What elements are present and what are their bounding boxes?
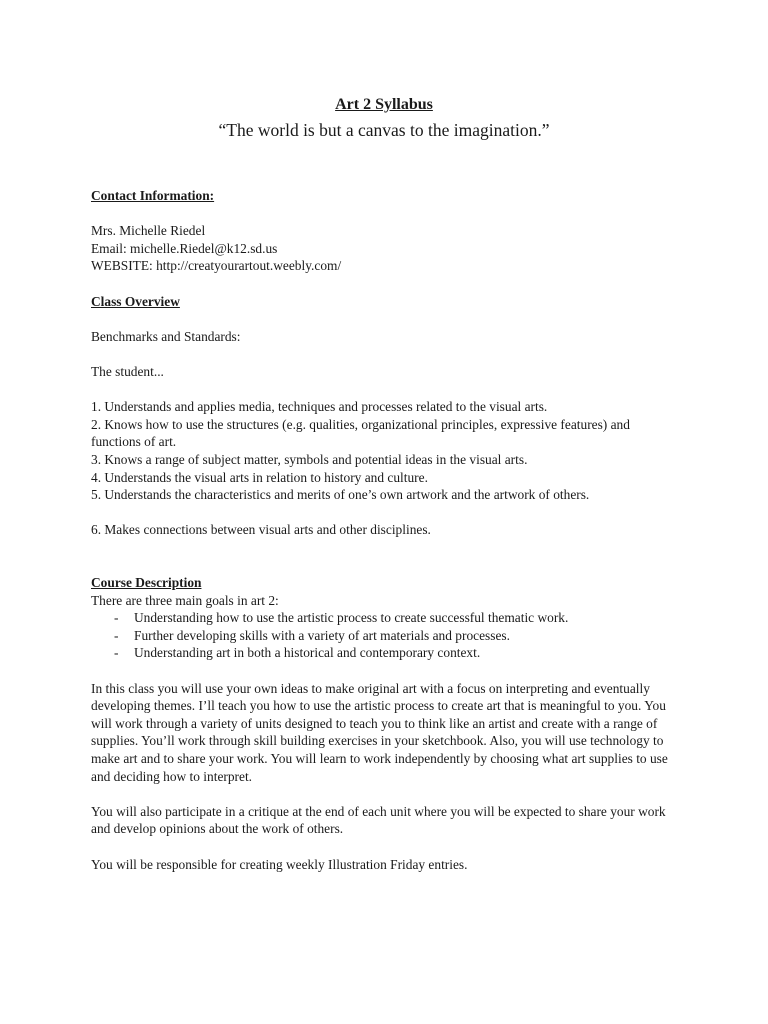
website-link[interactable]: http://creatyourartout.weebly.com/ [156,258,342,274]
bullet-dash: - [114,610,119,626]
contact-heading: Contact Information: [91,188,215,203]
teacher-email: Email: michelle.Riedel@k12.sd.us [91,240,278,256]
overview-heading: Class Overview [91,293,180,309]
standard-item: 1. Understands and applies media, techniques and processes related to the visual arts. [91,399,548,415]
student-intro: The student... [91,363,164,379]
standards-list [91,398,681,504]
standard-item: 2. Knows how to use the structures (e.g. qualities, organizational principles, expressive features) and functions of art. [91,416,630,450]
goal-item: - Understanding how to use the artistic process to create successful thematic work. [114,610,569,626]
standard-item: 3. Knows a range of subject matter, symbols and potential ideas in the visual arts. [91,451,528,467]
standard-item: 5. Understands the characteristics and merits of one’s own artwork and the artwork of others. [91,487,590,503]
bullet-dash: - [114,645,119,661]
document-body [91,187,681,873]
document-title: Art 2 Syllabus [335,96,433,113]
course-paragraph-2: You will also participate in a critique at the end of each unit where you will be expected to share your work and develop opinions about the work of others. [91,803,666,837]
website-label: WEBSITE: [91,258,153,274]
goal-item: - Further developing skills with a variety of art materials and processes. [114,627,510,643]
benchmarks-label: Benchmarks and Standards: [91,328,241,344]
document-quote: “The world is but a canvas to the imagination.” [218,120,550,140]
goal-item: - Understanding art in both a historical and contemporary context. [114,645,481,661]
course-paragraph-3: You will be responsible for creating weekly Illustration Friday entries. [91,856,468,872]
course-heading: Course Description [91,575,202,591]
bullet-dash: - [114,627,119,643]
standard-item-6: 6. Makes connections between visual arts and other disciplines. [91,522,431,538]
course-paragraph-1: In this class you will use your own ideas to make original art with a focus on interpreting and eventually developing themes. I’ll teach you how to use the artistic process to create art that is meaningful to you. You will work through a variety of units designed to teach you to think like an artist and create with a range of supplies. You’ll work through skill building exercises in your sketchbook. Also, you will use technology to make art and to share your work. You will learn to work independently by choosing what art supplies to use and deciding how to interpret. [91,680,668,784]
goals-intro: There are three main goals in art 2: [91,592,279,608]
goals-list [91,609,681,662]
teacher-name: Mrs. Michelle Riedel [91,223,206,239]
standard-item: 4. Understands the visual arts in relation to history and culture. [91,469,428,485]
website-line [91,257,681,275]
